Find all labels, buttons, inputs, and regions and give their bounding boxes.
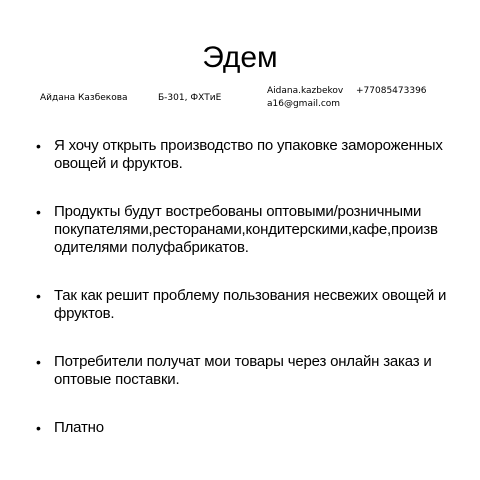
list-item <box>36 353 456 389</box>
author-email-line1: Aidana.kazbekov <box>267 86 344 96</box>
author-email <box>267 85 343 111</box>
bullet-text: Я хочу открыть производство по упаковке замороженных овощей и фруктов. <box>54 137 443 172</box>
author-phone: +77085473396 <box>356 86 427 96</box>
author-group: Б-301, ФХТиЕ <box>158 93 222 103</box>
bullet-text: Платно <box>54 419 104 436</box>
list-item <box>36 137 456 173</box>
author-name: Айдана Казбекова <box>40 93 128 103</box>
bullet-icon: • <box>36 204 41 220</box>
bullet-list <box>36 137 456 437</box>
list-item <box>36 419 456 437</box>
author-email-line2: a16@gmail.com <box>267 99 341 109</box>
bullet-icon: • <box>36 420 41 436</box>
list-item <box>36 287 456 323</box>
bullet-icon: • <box>36 138 41 154</box>
slide-title: Эдем <box>202 41 278 74</box>
bullet-icon: • <box>36 288 41 304</box>
bullet-icon: • <box>36 354 41 370</box>
list-item <box>36 203 456 257</box>
bullet-text: Продукты будут востребованы оптовыми/розничными покупателями,ресторанами,кондитерскими,кафе,произв одителями полуфабрикатов. <box>54 203 438 256</box>
bullet-text: Потребители получат мои товары через онлайн заказ и оптовые поставки. <box>54 353 432 388</box>
bullet-text: Так как решит проблему пользования несвежих овощей и фруктов. <box>54 287 447 322</box>
